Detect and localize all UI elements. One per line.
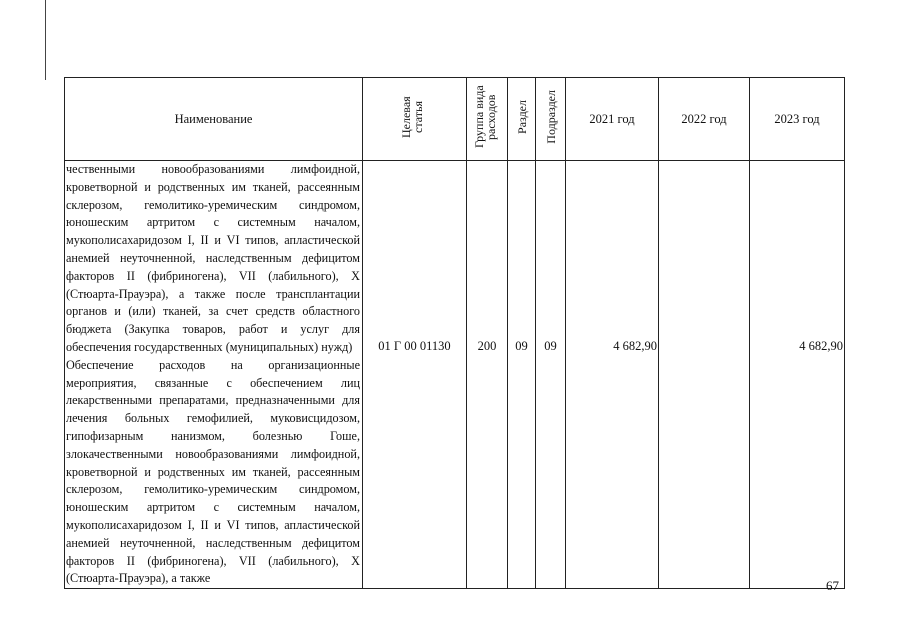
row-name-cell: [65, 161, 363, 589]
budget-table: [64, 77, 845, 589]
page-edge-line: [45, 0, 46, 80]
table-header-row: [65, 78, 845, 161]
header-expense-group-label: Группа вида расходов: [472, 85, 498, 149]
page-number: 67: [826, 578, 839, 593]
header-subsection-label: Подраздел: [543, 90, 558, 144]
row-amount-2021: 4 682,90: [566, 161, 659, 589]
header-expense-group: [467, 78, 508, 161]
row-name-text-1: чественными новообразованиями лимфоидной, кроветворной и родственных им тканей, рассеянным склерозом, гемолитико-уремическим синдромом, юношеским артритом с системным началом, мукополисахаридозом I, II и VI типов, апластической анемией неуточненной, наследственным дефицитом факторов II (фибриногена), VII (лабильного), X (Стюарта-Прауэра), а также после трансплантации органов и (или) тканей, за счет средств областного бюджета (Закупка товаров, работ и услуг для обеспечения государственных (муниципальных) нужд): [66, 162, 360, 354]
header-2023: 2023 год: [750, 78, 845, 161]
row-amount-2023: 4 682,90: [750, 161, 845, 589]
header-subsection: [536, 78, 566, 161]
header-2021: 2021 год: [566, 78, 659, 161]
row-expense-group: 200: [467, 161, 508, 589]
row-section: 09: [508, 161, 536, 589]
header-section: [508, 78, 536, 161]
row-amount-2022: [659, 161, 750, 589]
header-section-label: Раздел: [514, 100, 529, 134]
table-row: [65, 161, 845, 589]
header-target-article-label: Целевая статья: [398, 96, 425, 138]
header-name: Наименование: [65, 78, 363, 161]
row-subsection: 09: [536, 161, 566, 589]
header-target-article: [363, 78, 467, 161]
row-name-text-2: Обеспечение расходов на организационные мероприятия, связанные с обеспечением лиц лекарственными препаратами, предназначенными для лечения больных гемофилией, муковисцидозом, гипофизарным нанизмом, болезнью Гоше, злокачественными новообразованиями лимфоидной, кроветворной и родственных им тканей, рассеянным склерозом, гемолитико-уремическим синдромом, юношеским артритом с системным началом, мукополисахаридозом I, II и VI типов, апластической анемией неуточненной, наследственным дефицитом факторов II (фибриногена), VII (лабильного), X (Стюарта-Прауэра), а также: [66, 357, 360, 586]
row-target-article: 01 Г 00 01130: [363, 161, 467, 589]
header-2022: 2022 год: [659, 78, 750, 161]
